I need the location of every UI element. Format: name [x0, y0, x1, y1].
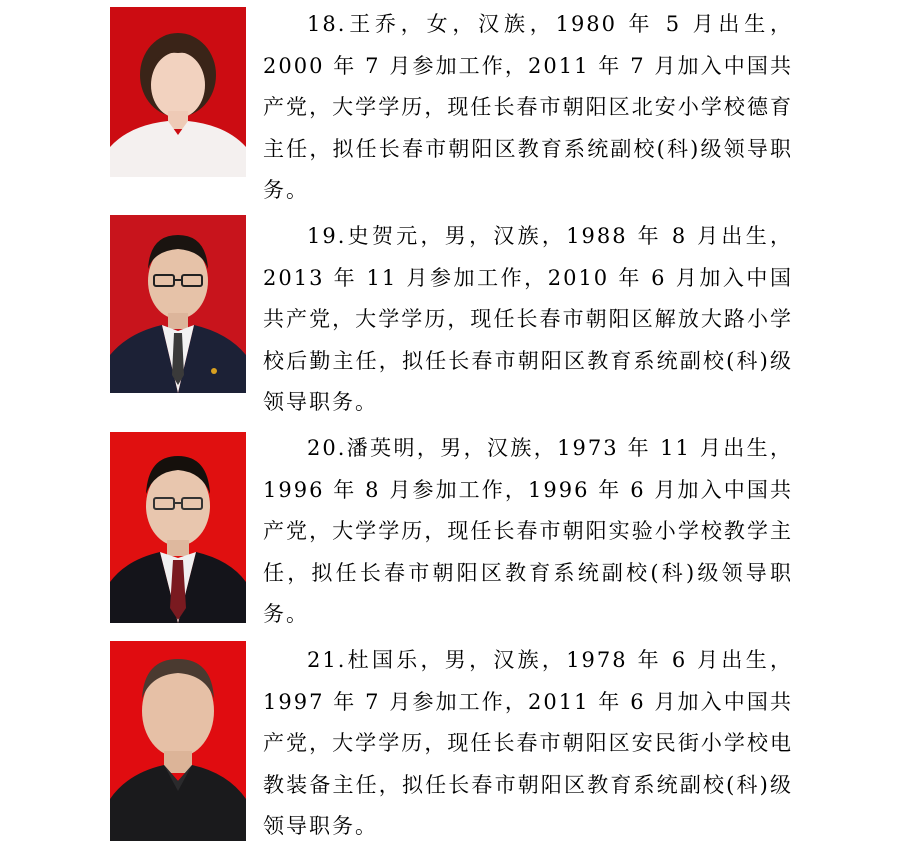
- portrait-photo: [110, 641, 246, 841]
- bio-paragraph: 19.史贺元，男，汉族，1988 年 8 月出生，2013 年 11 月参加工作，2010 年 6 月加入中国共产党，大学学历，现任长春市朝阳区解放大路小学校后勤主任，拟任长春市朝阳区教育系统副校(科)级领导职务。: [263, 224, 793, 414]
- bio-paragraph: 20.潘英明，男，汉族，1973 年 11 月出生，1996 年 8 月参加工作，1996 年 6 月加入中国共产党，大学学历，现任长春市朝阳实验小学校教学主任，拟任长春市朝阳区教育系统副校(科)级领导职务。: [263, 436, 793, 626]
- bio-paragraph: 18.王乔，女，汉族，1980 年 5 月出生，2000 年 7 月参加工作，2011 年 7 月加入中国共产党，大学学历，现任长春市朝阳区北安小学校德育主任，拟任长春市朝阳区教育系统副校(科)级领导职务。: [263, 12, 793, 202]
- portrait-photo: [110, 432, 246, 623]
- portrait-photo: [110, 7, 246, 177]
- bio-paragraph: 21.杜国乐，男，汉族，1978 年 6 月出生，1997 年 7 月参加工作，2011 年 6 月加入中国共产党，大学学历，现任长春市朝阳区安民街小学校电教装备主任，拟任长春市朝阳区教育系统副校(科)级领导职务。: [263, 648, 793, 838]
- portrait-photo: [110, 215, 246, 393]
